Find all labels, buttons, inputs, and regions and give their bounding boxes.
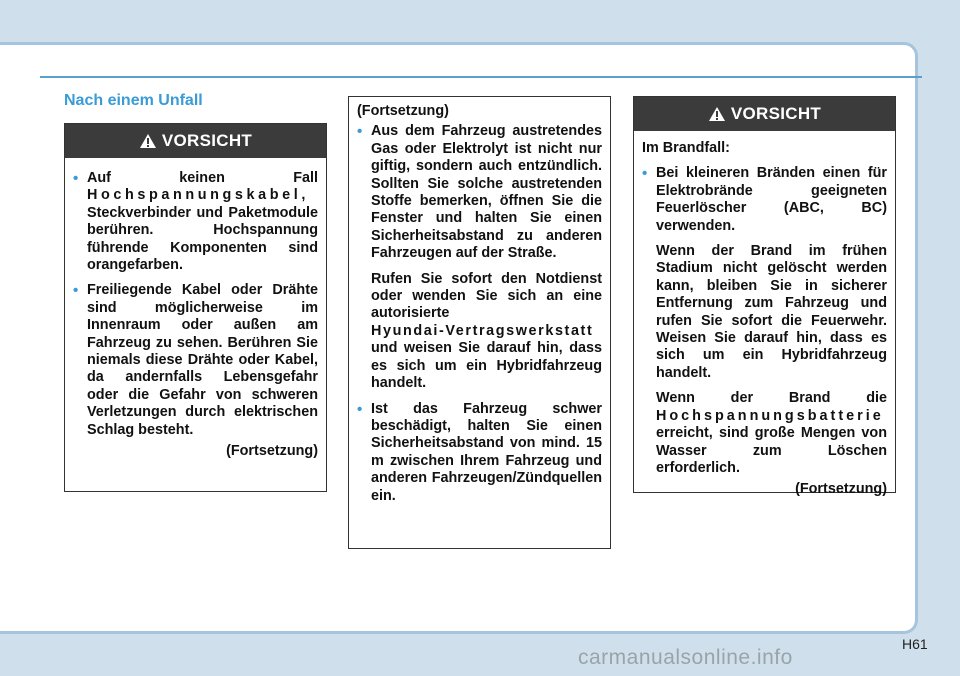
caution-header-label-1: VORSICHT: [161, 131, 253, 151]
text-paragraph: Aus dem Fahrzeug austretendes Gas oder Elektrolyt ist nicht nur giftig, sondern auch entzündlich. Sollten Sie solche austretenden Stoffe bemerken, öffnen Sie die Fenster und halten Sie einen Sicherheitsabstand zu anderen Fahrzeugen auf der Straße.: [371, 123, 602, 262]
bullet-icon: •: [357, 400, 363, 418]
section-title: Nach einem Unfall: [64, 92, 203, 109]
text-paragraph: Ist das Fahrzeug schwer beschädigt, halten Sie einen Sicherheitsabstand von mind. 15 m zwischen Ihrem Fahrzeug und anderen Fahrzeugen/Zündquellen ein.: [371, 400, 602, 504]
text-line: und weisen Sie darauf hin, dass es sich um ein Hybridfahrzeug handelt.: [371, 340, 602, 392]
bullet-icon: •: [357, 123, 363, 141]
list-item: [357, 401, 602, 505]
text-paragraph: [357, 271, 602, 393]
list-item: [642, 165, 887, 235]
continuation-label: (Fortsetzung): [795, 481, 887, 498]
caution-box-1: [64, 123, 327, 492]
text-paragraph: [642, 390, 887, 477]
caution-header-label-3: VORSICHT: [730, 104, 822, 124]
caution-box-2: [348, 96, 611, 549]
text-line: Hochspannungsbatterie: [656, 407, 884, 424]
top-rule: [40, 76, 922, 78]
list-item: [73, 282, 318, 439]
caution-header-1: [65, 124, 326, 158]
text-line: Auf keinen Fall: [87, 170, 318, 186]
lead-text: Im Brandfall:: [642, 140, 730, 156]
text-line: Wenn der Brand die: [656, 390, 887, 407]
continuation-label: (Fortsetzung): [357, 103, 449, 119]
warning-icon: [139, 133, 157, 149]
text-paragraph: Steckverbinder und Paketmodule berühren. Hochspannung führende Komponenten sind orangefarben.: [87, 204, 318, 274]
text-paragraph: Freiliegende Kabel oder Drähte sind möglicherweise im Innenraum oder außen am Fahrzeug zu sehen. Berühren Sie niemals diese Drähte oder Kabel, da andernfalls Lebensgefahr oder die Gefahr von schweren Verletzungen durch elektrischen Schlag besteht.: [87, 282, 318, 438]
text-line: Hochspannungskabel,: [87, 187, 309, 204]
text-line: erreicht, sind große Mengen von Wasser zum Löschen erforderlich.: [656, 425, 887, 476]
text-paragraph: Bei kleineren Bränden einen für Elektrobrände geeigneten Feuerlöscher (ABC, BC) verwenden.: [656, 165, 887, 234]
caution-header-3: [634, 97, 895, 131]
continuation-label: (Fortsetzung): [226, 443, 318, 460]
text-line: Hyundai-Vertragswerkstatt: [371, 322, 594, 339]
list-item: [73, 170, 318, 274]
text-line: Rufen Sie sofort den Notdienst oder wenden Sie sich an eine autorisierte: [371, 270, 602, 322]
page-number: H61: [902, 636, 928, 652]
caution-box-3: [633, 96, 896, 498]
bullet-icon: •: [73, 170, 79, 187]
bullet-icon: •: [73, 282, 79, 300]
warning-icon: [708, 106, 726, 122]
text-paragraph: Wenn der Brand im frühen Stadium nicht gelöscht werden kann, bleiben Sie in sicherer Entfernung zum Fahrzeug und rufen Sie sofort die Feuerwehr. Weisen Sie darauf hin, dass es sich um ein Hybridfahrzeug handelt.: [656, 243, 887, 381]
bullet-icon: •: [642, 165, 648, 183]
watermark: carmanualsonline.info: [578, 646, 793, 669]
list-item: [357, 123, 602, 262]
